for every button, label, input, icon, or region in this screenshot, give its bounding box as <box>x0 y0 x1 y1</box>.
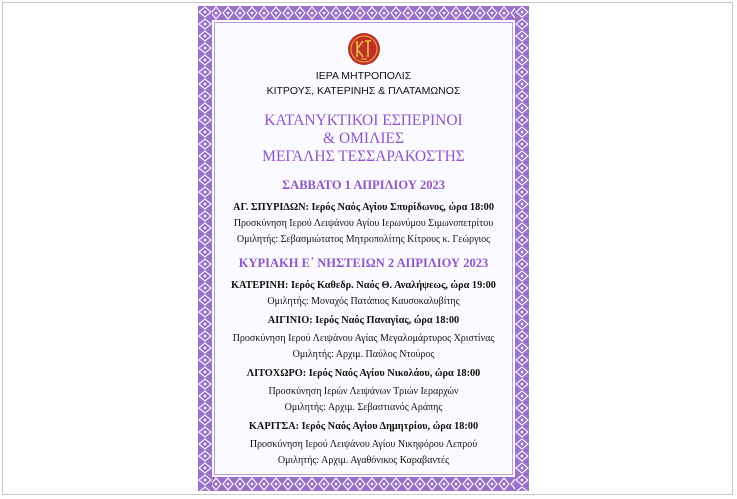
event-speaker: Ομιλητής: Σεβασμιώτατος Μητροπολίτης Κίτρους κ. Γεώργιος <box>236 234 491 245</box>
event-church: ΛΙΤΟΧΩΡΟ: Ιερός Ναός Αγίου Νικολάου, ώρα 18:00 <box>246 368 481 379</box>
event-aiginio <box>216 314 511 361</box>
org-name-line1: ΙΕΡΑ ΜΗΤΡΟΠΟΛΙΣ <box>315 70 412 82</box>
poster-title-line1: ΚΑΤΑΝΥΚΤΙΚΟΙ ΕΣΠΕΡΙΝΟΙ <box>264 112 463 129</box>
event-relic: Προσκύνηση Ιερού Λειψάνου Αγίου Νικηφόρου Λεπρού <box>249 439 478 450</box>
date-heading-sunday: ΚΥΡΙΑΚΗ Ε΄ ΝΗΣΤΕΙΩΝ 2 ΑΠΡΙΛΙΟΥ 2023 <box>238 256 489 270</box>
event-litochoro <box>216 367 511 414</box>
event-speaker: Ομιλητής: Αρχιμ. Παύλος Ντούρος <box>292 349 435 360</box>
event-church: ΑΙΓΙΝΙΟ: Ιερός Ναός Παναγίας, ώρα 18:00 <box>267 315 460 326</box>
event-church: ΑΓ. ΣΠΥΡΙΔΩΝ: Ιερός Ναός Αγίου Σπυρίδωνος, ώρα 18:00 <box>233 202 494 213</box>
poster-title-line3: ΜΕΓΑΛΗΣ ΤΕΣΣΑΡΑΚΟΣΤΗΣ <box>262 148 465 165</box>
ornamental-border-top <box>198 6 529 20</box>
event-katerini <box>216 279 511 308</box>
event-relic: Προσκύνηση Ιερού Λειψάνου Αγίου Ιερωνύμου Σιμωνοπετρίτου <box>233 218 494 229</box>
date-heading-saturday: ΣΑΒΒΑΤΟ 1 ΑΠΡΙΛΙΟΥ 2023 <box>282 178 445 192</box>
event-relic: Προσκύνηση Ιερού Λειψάνου Αγίας Μεγαλομάρτυρος Χριστίνας <box>232 333 495 344</box>
event-speaker: Ομιλητής: Αρχιμ. Σεβαστιανός Αράπης <box>284 402 443 413</box>
event-speaker: Ομιλητής: Μοναχός Πατάπιος Καυσοκαλυβίτης <box>267 296 460 307</box>
poster <box>198 6 529 491</box>
poster-title-line2: & ΟΜΙΛΙΕΣ <box>323 130 404 147</box>
metropolis-emblem-icon <box>347 32 381 66</box>
ornamental-border-right <box>515 6 529 491</box>
poster-content <box>216 28 511 467</box>
org-name-line2: ΚΙΤΡΟΥΣ, ΚΑΤΕΡΙΝΗΣ & ΠΛΑΤΑΜΩΝΟΣ <box>266 85 461 97</box>
event-church: ΚΑΤΕΡΙΝΗ: Ιερός Καθεδρ. Ναός Θ. Αναλήψεως, ώρα 19:00 <box>231 280 496 291</box>
event-karitsa <box>216 420 511 467</box>
ornamental-border-left <box>198 6 212 491</box>
event-relic: Προσκύνηση Ιερών Λειψάνων Τριών Ιεραρχών <box>268 386 459 397</box>
ornamental-border-bottom <box>198 477 529 491</box>
event-speaker: Ομιλητής: Αρχιμ. Αγαθόνικος Καραβαντές <box>277 455 450 466</box>
event-church: ΚΑΡΙΤΣΑ: Ιερός Ναός Αγίου Δημητρίου, ώρα 18:00 <box>248 421 479 432</box>
event-ag-spyridon <box>216 201 511 246</box>
